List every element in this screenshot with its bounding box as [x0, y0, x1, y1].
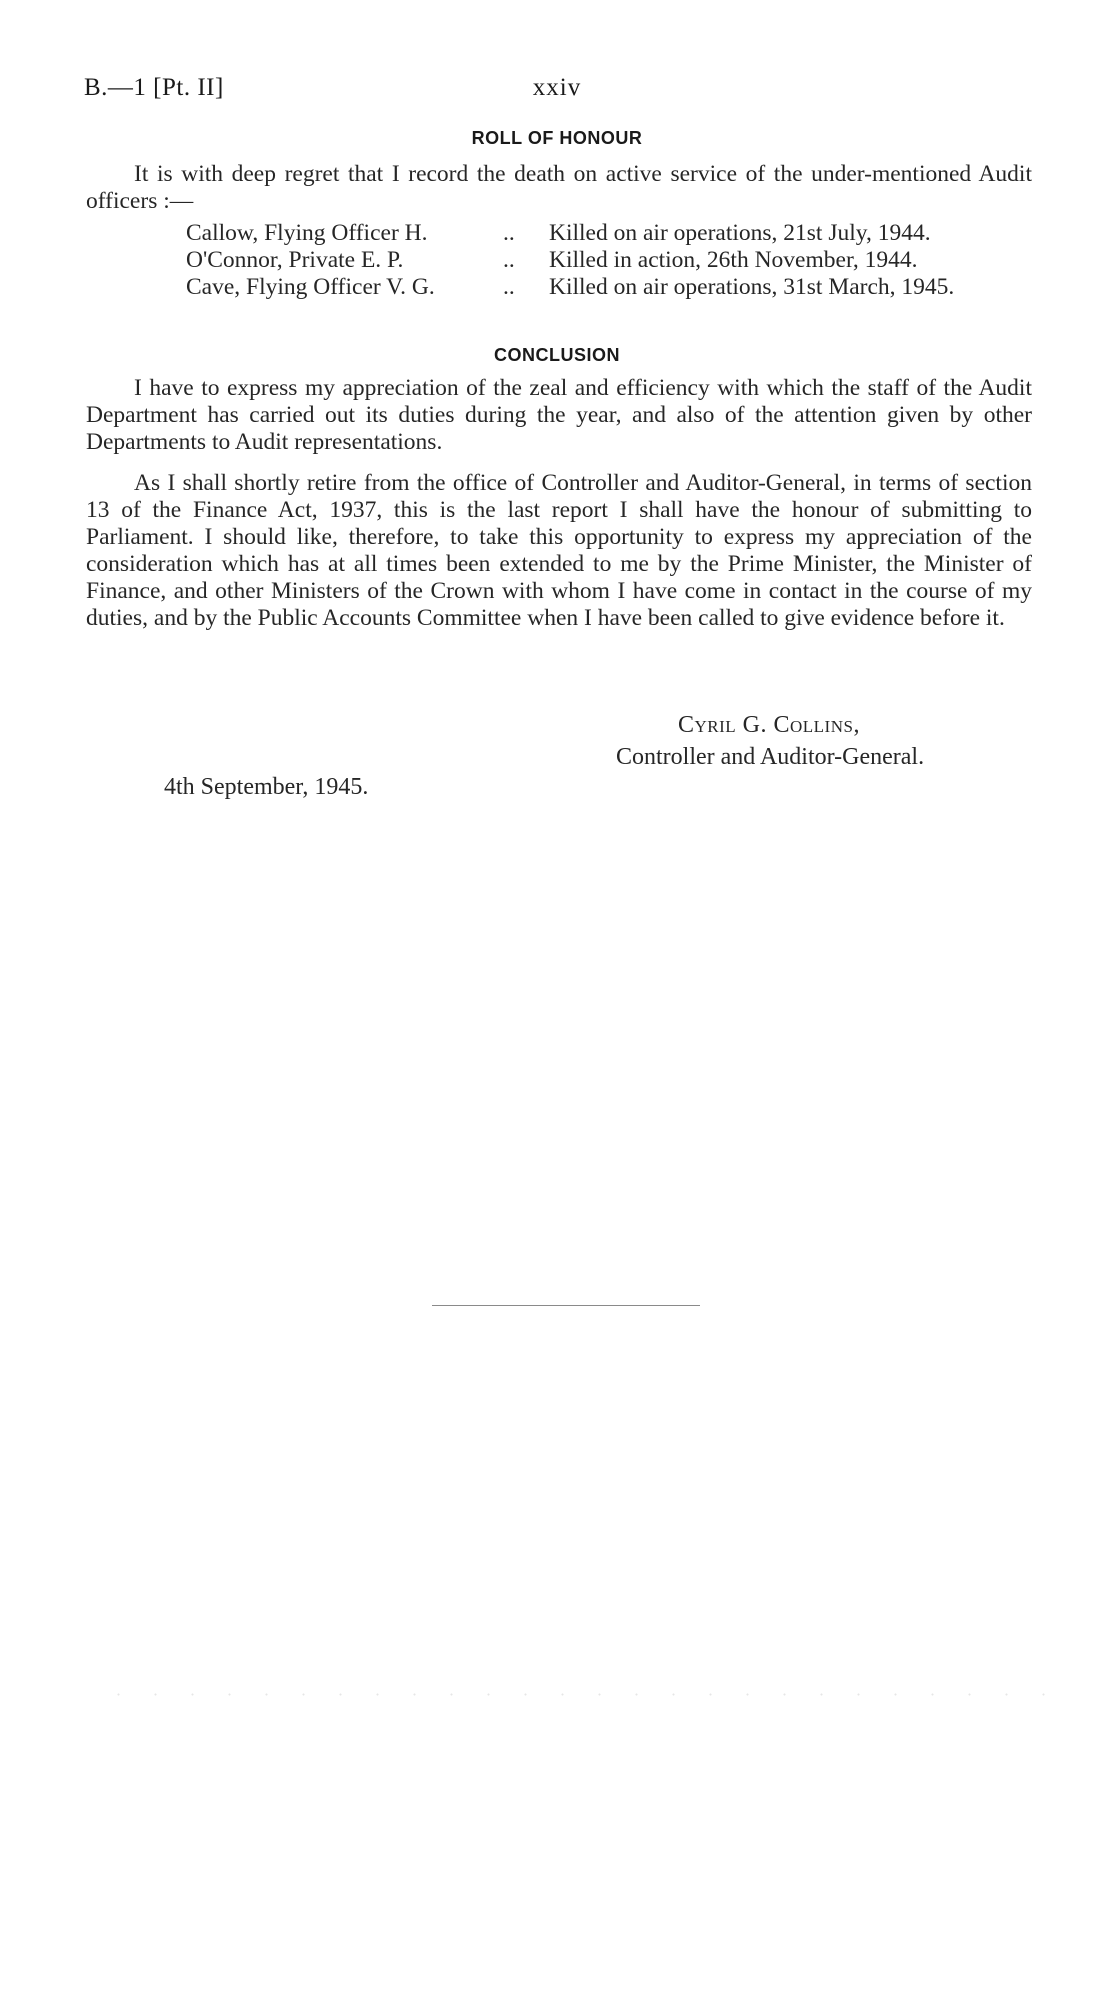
scan-artifact	[100, 1690, 1060, 1702]
roll-of-honour-intro: It is with deep regret that I record the death on active service of the under-mentioned Audit officers :—	[86, 161, 1032, 214]
report-date: 4th September, 1945.	[164, 774, 369, 800]
document-reference: B.—1 [Pt. II]	[84, 74, 224, 101]
page-number: xxiv	[532, 74, 582, 101]
roll-entry	[0, 220, 1114, 247]
roll-entry-leader: ..	[503, 274, 515, 300]
conclusion-paragraph: I have to express my appreciation of the zeal and efficiency with which the staff of the Audit Department has carried out its duties during the year, and also of the attention given by other Departments to Audit representations.	[86, 375, 1032, 455]
conclusion-heading: CONCLUSION	[494, 345, 620, 365]
roll-entry-note: Killed in action, 26th November, 1944.	[549, 247, 918, 273]
conclusion-paragraph: As I shall shortly retire from the office of Controller and Auditor-General, in terms of section 13 of the Finance Act, 1937, this is the last report I shall have the honour of submitting to Parliament. I should like, therefore, to take this opportunity to express my appreciation of the consideration which has at all times been extended to me by the Prime Minister, the Minister of Finance, and other Ministers of the Crown with whom I have come in contact in the course of my duties, and by the Public Accounts Committee when I have been called to give evidence before it.	[86, 470, 1032, 631]
roll-entry-note: Killed on air operations, 21st July, 1944.	[549, 220, 931, 246]
roll-entry-leader: ..	[503, 220, 515, 246]
roll-of-honour-list	[0, 220, 1114, 301]
roll-entry-note: Killed on air operations, 31st March, 1945.	[549, 274, 955, 300]
signatory-title: Controller and Auditor-General.	[616, 744, 925, 770]
roll-entry-name: Cave, Flying Officer V. G.	[186, 274, 435, 300]
roll-entry	[0, 274, 1114, 301]
roll-entry	[0, 247, 1114, 274]
roll-entry-name: O'Connor, Private E. P.	[186, 247, 404, 273]
roll-of-honour-heading: ROLL OF HONOUR	[471, 128, 643, 148]
roll-entry-name: Callow, Flying Officer H.	[186, 220, 428, 246]
end-rule-divider	[432, 1305, 700, 1306]
roll-entry-leader: ..	[503, 247, 515, 273]
signatory-name: Cyril G. Collins,	[678, 712, 860, 738]
